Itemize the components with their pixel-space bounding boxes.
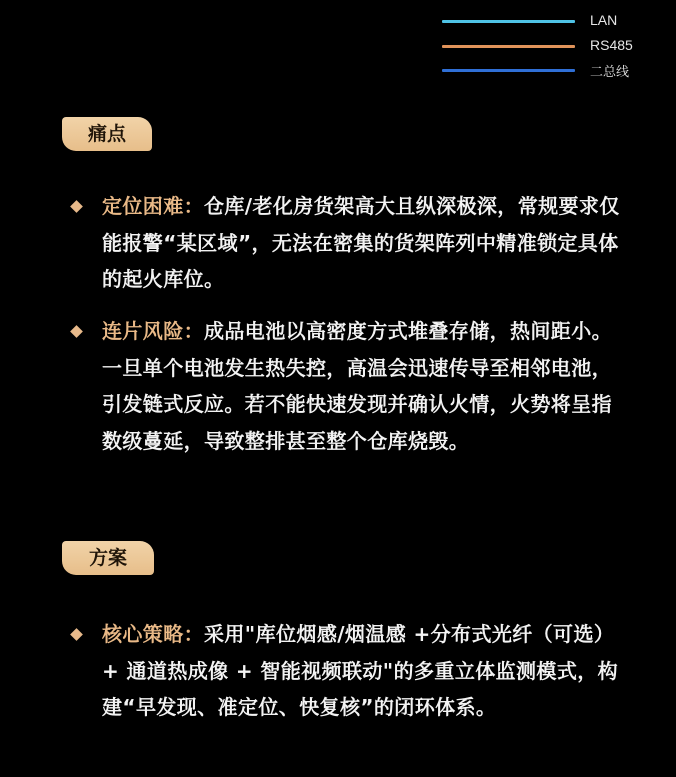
pain-item-body [102,313,628,459]
legend-item-two-bus [440,59,676,81]
section-tag-pain-points: 痛点 [62,117,152,151]
plan-item-core-strategy [68,616,628,726]
diamond-bullet-icon [70,325,83,338]
pain-item-body [102,188,628,298]
legend-label-lan: LAN [590,12,618,28]
pain-item-positioning [68,188,628,298]
pain-item-title: 连片风险： [102,319,204,343]
line-legend [0,0,676,90]
pain-item-title: 定位困难： [102,194,204,218]
legend-line-rs485 [442,45,575,48]
plan-item-text: 采用"库位烟感/烟温感 +分布式光纤（可选）+ 通道热成像 + 智能视频联动"的多重立体监测模式，构建“早发现、准定位、快复核”的闭环体系。 [102,622,619,719]
legend-line-two-bus [442,69,575,72]
legend-label-rs485: RS485 [590,37,633,53]
plan-item-title: 核心策略： [102,622,204,646]
legend-label-two-bus: 二总线 [590,64,630,79]
legend-item-rs485 [440,35,676,57]
pain-item-text: 仓库/老化房货架高大且纵深极深，常规要求仅能报警“某区域”，无法在密集的货架阵列中精准锁定具体的起火库位。 [102,194,620,291]
legend-line-lan [442,20,575,23]
plan-item-body [102,616,628,726]
diamond-bullet-icon [70,200,83,213]
diamond-bullet-icon [70,628,83,641]
pain-item-text: 成品电池以高密度方式堆叠存储，热间距小。一旦单个电池发生热失控，高温会迅速传导至相邻电池，引发链式反应。若不能快速发现并确认火情，火势将呈指数级蔓延，导致整排甚至整个仓库烧毁。 [102,319,612,453]
section-tag-solution: 方案 [62,541,154,575]
legend-item-lan [440,10,676,32]
pain-item-spread-risk [68,313,628,459]
